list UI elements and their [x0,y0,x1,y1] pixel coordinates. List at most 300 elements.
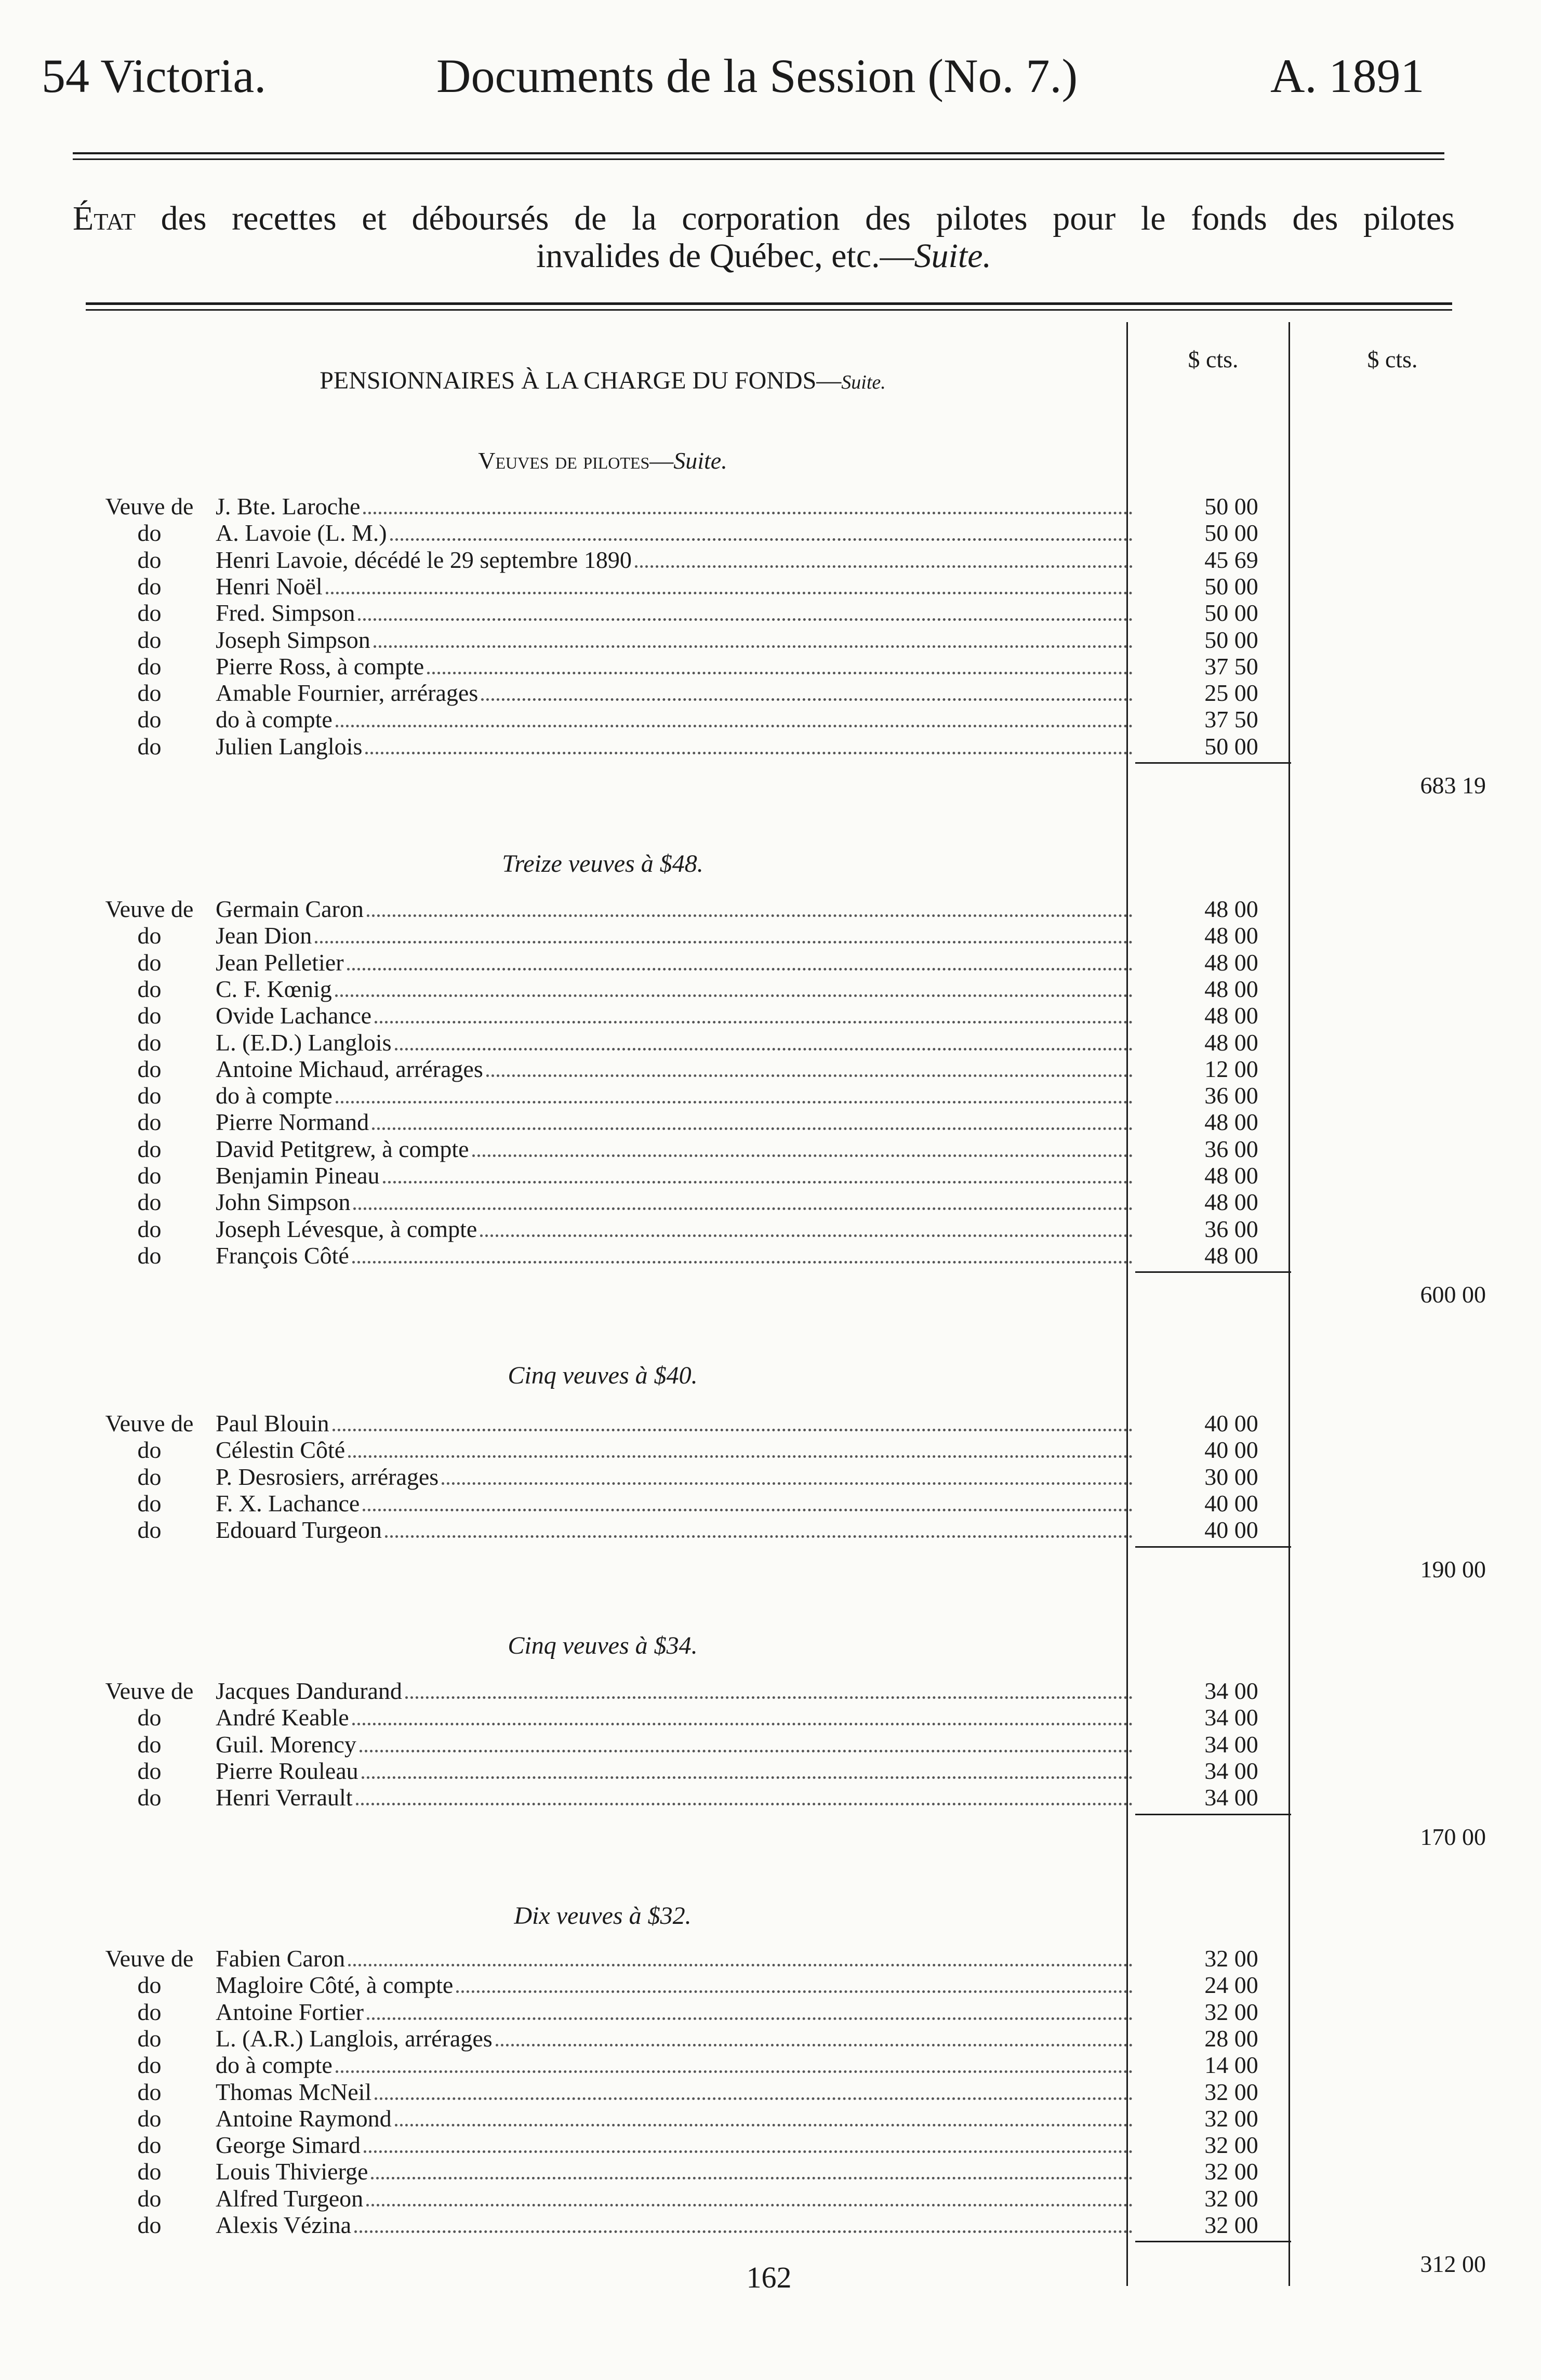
row-amount: 34 00 [1204,1757,1258,1784]
row-name-text: Antoine Michaud, arrérages [216,1056,483,1082]
row-amount: 34 00 [1204,1704,1258,1731]
row-name-text: Thomas McNeil [216,2079,372,2105]
row-amount: 40 00 [1204,1517,1258,1544]
row-prefix: do [137,1998,162,2025]
leader-dots [352,1723,1133,1725]
row-prefix: do [137,2105,162,2132]
section-heading [83,366,1122,395]
row-prefix: do [137,546,162,573]
section-heading-suffix: Suite. [841,371,886,393]
row-prefix: do [137,1517,162,1544]
row-prefix: do [137,1704,162,1731]
group-heading: Treize veuves à $48. [502,850,703,877]
row-name-text: Pierre Ross, à compte [216,653,424,680]
row-name-text: Jean Pelletier [216,949,344,976]
sub-heading-suffix: Suite. [673,447,727,474]
row-amount: 34 00 [1204,1784,1258,1811]
row-amount: 48 00 [1204,922,1258,949]
row-name-text: A. Lavoie (L. M.) [216,520,387,547]
row-name [216,680,1133,708]
row-amount: 48 00 [1204,1029,1258,1056]
row-name [216,494,1133,522]
table-row [83,627,1309,653]
row-name [216,2079,1133,2107]
row-name-text: Pierre Normand [216,1109,369,1136]
table-row [83,1437,1309,1463]
leader-dots [335,994,1133,997]
row-prefix: do [137,2158,162,2185]
row-name-text: Alfred Turgeon [216,2185,364,2212]
row-amount: 48 00 [1204,1109,1258,1136]
row-amount: 32 00 [1204,2078,1258,2105]
table-row [83,1243,1309,1269]
row-prefix: do [137,2212,162,2238]
row-amount: 50 00 [1204,520,1258,547]
row-name-text: Joseph Simpson [216,627,370,653]
table-row [83,1216,1309,1242]
row-prefix: do [137,1109,162,1136]
row-prefix: do [137,680,162,707]
table-row [83,1189,1309,1215]
table-row [83,1003,1309,1029]
table-row [83,1083,1309,1109]
table-row [83,1491,1309,1517]
subtotal-rule [1135,1814,1291,1815]
row-name-text: Paul Blouin [216,1411,329,1437]
row-name [216,1243,1133,1271]
row-name-text: do à compte [216,1083,333,1109]
row-amount: 37 50 [1204,706,1258,733]
leader-dots [362,1776,1133,1779]
leader-dots [326,592,1133,594]
leader-dots [442,1482,1133,1485]
leader-dots [354,2230,1133,2233]
table-row [83,600,1309,626]
row-prefix: do [137,1757,162,1784]
leader-dots [395,1048,1133,1051]
group-heading: Dix veuves à $32. [514,1902,692,1930]
row-prefix: Veuve de [105,1410,194,1437]
row-name [216,1411,1133,1439]
row-name-text: Ovide Lachance [216,1003,372,1029]
header-rule-bottom [73,158,1444,160]
row-prefix: do [137,653,162,680]
leader-dots [372,1127,1133,1130]
table-row [83,520,1309,546]
row-name-text: Fred. Simpson [216,600,355,627]
row-name [216,2106,1133,2134]
row-name [216,2132,1133,2160]
row-name-text: Célestin Côté [216,1437,346,1464]
title-line1: des recettes et déboursés de la corporation des pilotes pour le fonds des pilotes [161,200,1455,237]
row-name-text: L. (A.R.) Langlois, arrérages [216,2025,493,2052]
document-title [73,200,1455,275]
row-amount: 32 00 [1204,2105,1258,2132]
row-name [216,923,1133,951]
row-name [216,1056,1133,1084]
row-name [216,520,1133,548]
row-name [216,1972,1133,2000]
table-row [83,1946,1309,1972]
leader-dots [358,618,1133,621]
row-prefix: do [137,949,162,976]
row-name [216,1946,1133,1974]
header-left: 54 Victoria. [42,49,267,102]
leader-dots [366,2204,1133,2206]
row-name-text: Fabien Caron [216,1946,346,1972]
row-name [216,707,1133,735]
table-row [83,680,1309,706]
leader-dots [347,968,1133,970]
row-amount: 50 00 [1204,573,1258,600]
row-amount: 40 00 [1204,1437,1258,1464]
table-row [83,494,1309,520]
row-amount: 32 00 [1204,1945,1258,1972]
leader-dots [456,1990,1133,1993]
row-name [216,1083,1133,1111]
row-name-text: do à compte [216,2052,333,2079]
leader-dots [496,2044,1133,2046]
table-row [83,2079,1309,2105]
row-name [216,547,1133,575]
column-header-1: $ cts. [1188,346,1239,373]
row-name-text: do à compte [216,707,333,733]
row-prefix: do [137,2052,162,2079]
leader-dots [360,1750,1133,1752]
title-rule-top [86,302,1452,305]
row-amount: 48 00 [1204,1162,1258,1189]
leader-dots [486,1074,1133,1077]
row-name [216,1437,1133,1465]
row-amount: 40 00 [1204,1490,1258,1517]
row-amount: 50 00 [1204,600,1258,627]
row-amount: 34 00 [1204,1678,1258,1704]
row-name [216,734,1133,762]
table-row [83,896,1309,922]
row-name-text: J. Bte. Laroche [216,494,361,520]
leader-dots [365,752,1133,754]
row-prefix: Veuve de [105,896,194,922]
column-header-2: $ cts. [1367,346,1418,373]
row-amount: 12 00 [1204,1055,1258,1082]
subtotal-rule [1135,2241,1291,2242]
row-name-text: Louis Thivierge [216,2159,368,2185]
row-name-text: David Petitgrew, à compte [216,1136,469,1162]
table-row [83,1464,1309,1490]
row-prefix: do [137,2185,162,2212]
row-prefix: do [137,733,162,760]
leader-dots [367,2017,1133,2020]
row-prefix: do [137,1029,162,1056]
row-amount: 32 00 [1204,2158,1258,2185]
row-amount: 32 00 [1204,2185,1258,2212]
table-row [83,2212,1309,2238]
row-name-text: Henri Verrault [216,1785,353,1811]
leader-dots [383,1181,1133,1184]
table-row [83,2052,1309,2078]
row-name-text: Antoine Raymond [216,2105,392,2132]
page-number: 162 [746,2261,792,2294]
row-prefix: do [137,1162,162,1189]
row-amount: 48 00 [1204,975,1258,1002]
sub-heading [83,447,1122,474]
row-name [216,1163,1133,1191]
row-amount: 32 00 [1204,2212,1258,2238]
row-prefix: Veuve de [105,1678,194,1704]
leader-dots [336,1101,1133,1103]
leader-dots [405,1696,1133,1699]
subtotal-rule [1135,762,1291,764]
group-total: 683 19 [1420,772,1486,799]
row-name [216,976,1133,1004]
row-prefix: do [137,573,162,600]
row-name-text: Guil. Morency [216,1731,356,1758]
subtotal-rule [1135,1546,1291,1548]
row-prefix: do [137,1055,162,1082]
leader-dots [375,2097,1133,2100]
leader-dots [315,941,1133,943]
row-name-text: Alexis Vézina [216,2212,352,2238]
row-name-text: Henri Lavoie, décédé le 29 septembre 1890 [216,547,632,573]
leader-dots [472,1154,1133,1157]
row-name-text: Pierre Rouleau [216,1758,358,1784]
leader-dots [363,1509,1133,1511]
row-name [216,896,1133,924]
group-total: 312 00 [1420,2251,1486,2278]
row-amount: 37 50 [1204,653,1258,680]
table-row [83,2026,1309,2052]
leader-dots [336,725,1133,727]
header-rule-top [73,152,1444,154]
row-prefix: Veuve de [105,493,194,520]
title-suffix: Suite. [914,237,991,275]
row-amount: 40 00 [1204,1410,1258,1437]
leader-dots [635,565,1133,568]
leader-dots [363,512,1133,514]
group-total: 190 00 [1420,1555,1486,1583]
row-name-text: John Simpson [216,1189,351,1216]
row-amount: 48 00 [1204,1189,1258,1216]
row-name-text: Joseph Lévesque, à compte [216,1216,477,1242]
row-prefix: Veuve de [105,1945,194,1972]
row-name [216,1491,1133,1519]
row-name [216,1758,1133,1786]
table-row [83,1109,1309,1135]
leader-dots [390,538,1133,541]
row-amount: 25 00 [1204,680,1258,707]
table-row [83,1163,1309,1189]
row-name [216,2159,1133,2187]
row-amount: 30 00 [1204,1463,1258,1490]
row-prefix: do [137,1002,162,1029]
row-prefix: do [137,1242,162,1269]
row-name-text: P. Desrosiers, arrérages [216,1464,439,1490]
group-total: 600 00 [1420,1281,1486,1308]
row-name [216,1705,1133,1733]
row-name [216,950,1133,978]
row-amount: 48 00 [1204,949,1258,976]
row-name-text: Jean Dion [216,923,312,949]
row-name-text: Julien Langlois [216,733,363,760]
row-amount: 24 00 [1204,1972,1258,1999]
leader-dots [348,1964,1133,1966]
row-prefix: do [137,1135,162,1162]
row-amount: 50 00 [1204,493,1258,520]
row-name [216,654,1133,682]
table-row [83,1136,1309,1162]
row-name-text: Magloire Côté, à compte [216,1972,454,1999]
row-name-text: Benjamin Pineau [216,1163,380,1189]
leader-dots [427,672,1133,674]
row-prefix: do [137,706,162,733]
table-row [83,1705,1309,1731]
title-line2: invalides de Québec, etc.— [536,237,914,275]
table-row [83,2159,1309,2185]
leader-dots [367,914,1133,917]
row-amount: 32 00 [1204,2132,1258,2159]
leader-dots [374,645,1133,648]
table-row [83,707,1309,733]
row-amount: 36 00 [1204,1215,1258,1242]
row-name [216,1678,1133,1706]
table-row [83,2106,1309,2132]
row-name [216,1189,1133,1217]
header-right: A. 1891 [1270,49,1425,102]
row-name-text: F. X. Lachance [216,1490,360,1517]
table-row [83,1758,1309,1784]
row-amount: 50 00 [1204,733,1258,760]
title-lead: État [73,200,136,237]
leader-dots [371,2177,1133,2179]
table-row [83,1999,1309,2025]
row-name-text: Henri Noël [216,573,323,600]
subtotal-rule [1135,1271,1291,1273]
row-prefix: do [137,1972,162,1999]
table-row [83,950,1309,976]
row-prefix: do [137,626,162,653]
row-prefix: do [137,2132,162,2159]
row-amount: 36 00 [1204,1135,1258,1162]
leader-dots [348,1455,1133,1458]
group-total: 170 00 [1420,1823,1486,1850]
row-prefix: do [137,1784,162,1811]
row-prefix: do [137,1215,162,1242]
table-row [83,1517,1309,1543]
row-amount: 28 00 [1204,2025,1258,2052]
row-amount: 48 00 [1204,896,1258,922]
row-prefix: do [137,1731,162,1758]
row-amount: 48 00 [1204,1002,1258,1029]
row-name [216,574,1133,602]
row-name [216,1999,1133,2027]
leader-dots [395,2124,1133,2126]
row-name-text: François Côté [216,1242,349,1269]
row-name [216,2186,1133,2214]
row-prefix: do [137,1189,162,1216]
row-amount: 14 00 [1204,2052,1258,2079]
table-row [83,734,1309,760]
row-prefix: do [137,922,162,949]
table-row [83,547,1309,573]
leader-dots [375,1021,1133,1023]
row-name-text: L. (E.D.) Langlois [216,1029,392,1056]
row-prefix: do [137,1437,162,1464]
table-row [83,1411,1309,1437]
row-name [216,1464,1133,1492]
row-prefix: do [137,600,162,627]
row-name [216,627,1133,655]
leader-dots [353,1207,1133,1210]
table-row [83,2132,1309,2158]
leader-dots [352,1261,1133,1264]
row-name [216,1216,1133,1244]
row-name [216,2052,1133,2080]
row-prefix: do [137,1490,162,1517]
row-name [216,1517,1133,1545]
row-name-text: George Simard [216,2132,361,2159]
table-row [83,1056,1309,1082]
table-row [83,1030,1309,1056]
table-row [83,976,1309,1002]
row-name [216,1732,1133,1760]
row-name-text: C. F. Kœnig [216,976,332,1002]
row-prefix: do [137,1082,162,1109]
leader-dots [480,1234,1133,1237]
row-amount: 34 00 [1204,1731,1258,1758]
row-name [216,2212,1133,2240]
leader-dots [364,2150,1133,2153]
row-amount: 50 00 [1204,626,1258,653]
sub-heading-text: Veuves de pilotes— [478,447,674,474]
row-name [216,2026,1133,2054]
leader-dots [385,1535,1133,1538]
row-prefix: do [137,520,162,547]
row-prefix: do [137,975,162,1002]
row-name [216,1030,1133,1058]
table-row [83,1972,1309,1998]
leader-dots [481,698,1133,701]
row-name [216,600,1133,628]
row-name [216,1109,1133,1137]
row-prefix: do [137,2025,162,2052]
row-prefix: do [137,1463,162,1490]
row-amount: 36 00 [1204,1082,1258,1109]
row-amount: 45 69 [1204,546,1258,573]
group-heading: Cinq veuves à $34. [508,1632,698,1659]
row-amount: 48 00 [1204,1242,1258,1269]
table-row [83,654,1309,680]
leader-dots [333,1429,1133,1431]
row-name [216,1136,1133,1164]
table-row [83,1678,1309,1704]
section-heading-text: PENSIONNAIRES À LA CHARGE DU FONDS— [320,367,842,394]
row-name-text: Amable Fournier, arrérages [216,680,479,707]
table-row [83,1732,1309,1758]
row-name-text: Antoine Fortier [216,1999,364,2025]
table-row [83,923,1309,949]
header-center: Documents de la Session (No. 7.) [436,49,1078,102]
row-name-text: Jacques Dandurand [216,1678,402,1704]
table-row [83,1785,1309,1811]
leader-dots [336,2070,1133,2073]
row-name [216,1003,1133,1031]
row-name [216,1785,1133,1813]
leader-dots [356,1803,1133,1805]
table-row [83,574,1309,600]
row-amount: 32 00 [1204,1998,1258,2025]
group-heading: Cinq veuves à $40. [508,1362,698,1389]
table-row [83,2186,1309,2212]
